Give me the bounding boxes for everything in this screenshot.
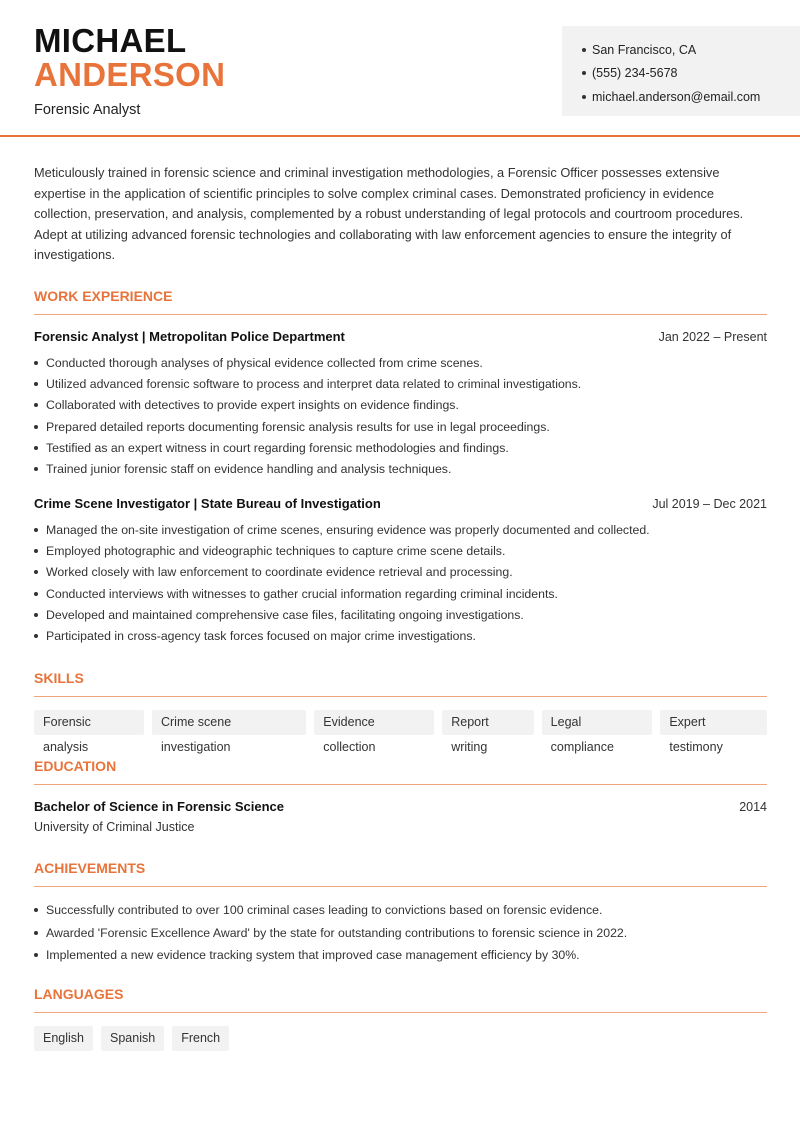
bullet-text: Worked closely with law enforcement to coordinate evidence retrieval and processing. xyxy=(46,565,513,580)
bullet-icon xyxy=(34,613,38,617)
languages-tags xyxy=(34,1026,767,1051)
list-item xyxy=(34,540,767,561)
achievements-section xyxy=(34,860,767,967)
contact-phone xyxy=(582,62,800,86)
achievements-list xyxy=(34,899,767,967)
language-tag: English xyxy=(34,1026,93,1051)
bullet-icon xyxy=(34,908,38,912)
job-date: Jan 2022 – Present xyxy=(658,330,767,344)
list-item xyxy=(34,416,767,437)
bullet-text: Testified as an expert witness in court regarding forensic methodologies and findings. xyxy=(46,440,509,455)
bullet-icon xyxy=(34,446,38,450)
language-tag: French xyxy=(172,1026,229,1051)
list-item xyxy=(34,604,767,625)
job-header xyxy=(34,329,767,344)
achievement-text: Successfully contributed to over 100 criminal cases leading to convictions based on forensic evidence. xyxy=(46,903,603,918)
bullet-icon xyxy=(34,382,38,386)
languages-section xyxy=(34,986,767,1051)
bullet-icon xyxy=(582,48,586,52)
education-year: 2014 xyxy=(739,800,767,814)
skills-tags xyxy=(34,710,767,754)
job-entry xyxy=(34,329,767,480)
bullet-icon xyxy=(34,570,38,574)
list-item xyxy=(34,458,767,479)
skill-tag: Evidence collection xyxy=(314,710,434,735)
list-item xyxy=(34,922,767,945)
list-item xyxy=(34,944,767,967)
education-degree: Bachelor of Science in Forensic Science xyxy=(34,799,284,814)
list-item xyxy=(34,519,767,540)
job-entry xyxy=(34,496,767,647)
skill-tag: Forensic analysis xyxy=(34,710,144,735)
work-experience-heading: WORK EXPERIENCE xyxy=(34,288,767,315)
resume-header xyxy=(0,0,800,137)
education-header xyxy=(34,799,767,814)
bullet-icon xyxy=(34,361,38,365)
list-item xyxy=(34,437,767,458)
bullet-icon xyxy=(34,425,38,429)
contact-email-text: michael.anderson@email.com xyxy=(592,89,761,104)
bullet-icon xyxy=(582,95,586,99)
job-bullets xyxy=(34,519,767,647)
contact-location xyxy=(582,38,800,62)
skill-tag: Report writing xyxy=(442,710,533,735)
list-item xyxy=(34,395,767,416)
bullet-text: Trained junior forensic staff on evidence handling and analysis techniques. xyxy=(46,462,452,477)
skills-heading: SKILLS xyxy=(34,670,767,697)
last-name: ANDERSON xyxy=(34,56,226,93)
list-item xyxy=(34,625,767,646)
bullet-icon xyxy=(34,528,38,532)
contact-box xyxy=(562,26,800,116)
languages-heading: LANGUAGES xyxy=(34,986,767,1013)
education-section xyxy=(34,758,767,834)
bullet-text: Employed photographic and videographic techniques to capture crime scene details. xyxy=(46,543,506,558)
bullet-text: Conducted interviews with witnesses to gather crucial information regarding criminal incidents. xyxy=(46,586,558,601)
job-role: Crime Scene Investigator | State Bureau of Investigation xyxy=(34,496,381,511)
job-title: Forensic Analyst xyxy=(34,102,141,118)
contact-email xyxy=(582,85,800,109)
job-date: Jul 2019 – Dec 2021 xyxy=(652,497,767,511)
bullet-icon xyxy=(34,592,38,596)
education-heading: EDUCATION xyxy=(34,758,767,785)
bullet-text: Prepared detailed reports documenting forensic analysis results for use in legal proceedings. xyxy=(46,419,550,434)
job-header xyxy=(34,496,767,511)
achievement-text: Implemented a new evidence tracking system that improved case management efficiency by 30%. xyxy=(46,948,580,963)
bullet-icon xyxy=(34,403,38,407)
job-bullets xyxy=(34,352,767,480)
list-item xyxy=(34,899,767,922)
first-name: MICHAEL xyxy=(34,22,187,59)
achievement-text: Awarded 'Forensic Excellence Award' by the state for outstanding contributions to forensic science in 2022. xyxy=(46,925,628,940)
list-item xyxy=(34,583,767,604)
list-item xyxy=(34,373,767,394)
bullet-icon xyxy=(34,634,38,638)
skill-tag: Legal compliance xyxy=(542,710,653,735)
bullet-icon xyxy=(34,931,38,935)
list-item xyxy=(34,352,767,373)
summary-text: Meticulously trained in forensic science and criminal investigation methodologies, a Forensic Officer possesses extensive expertise in the application of scientific principles to solve complex criminal cases. Demonstrated proficiency in evidence collection, preservation, and analysis, complemented by a robust understanding of legal protocols and courtroom procedures. Adept at utilizing advanced forensic technologies and collaborating with law enforcement agencies to ensure the integrity of investigations. xyxy=(34,165,744,262)
bullet-icon xyxy=(34,953,38,957)
bullet-text: Utilized advanced forensic software to process and interpret data related to criminal investigations. xyxy=(46,376,582,391)
bullet-text: Collaborated with detectives to provide expert insights on evidence findings. xyxy=(46,398,459,413)
list-item xyxy=(34,562,767,583)
skills-section xyxy=(34,670,767,754)
contact-phone-text: (555) 234-5678 xyxy=(592,66,678,81)
bullet-text: Participated in cross-agency task forces focused on major crime investigations. xyxy=(46,629,476,644)
skill-tag: Expert testimony xyxy=(660,710,767,735)
bullet-icon xyxy=(34,549,38,553)
contact-location-text: San Francisco, CA xyxy=(592,42,697,57)
education-school: University of Criminal Justice xyxy=(34,820,195,834)
bullet-icon xyxy=(582,71,586,75)
skill-tag: Crime scene investigation xyxy=(152,710,306,735)
bullet-text: Conducted thorough analyses of physical evidence collected from crime scenes. xyxy=(46,355,483,370)
language-tag: Spanish xyxy=(101,1026,164,1051)
work-experience-section xyxy=(34,288,767,315)
bullet-text: Managed the on-site investigation of crime scenes, ensuring evidence was properly documented and collected. xyxy=(46,522,650,537)
name-block xyxy=(34,24,225,118)
bullet-text: Developed and maintained comprehensive case files, facilitating ongoing investigations. xyxy=(46,607,524,622)
achievements-heading: ACHIEVEMENTS xyxy=(34,860,767,887)
bullet-icon xyxy=(34,467,38,471)
job-role: Forensic Analyst | Metropolitan Police Department xyxy=(34,329,345,344)
